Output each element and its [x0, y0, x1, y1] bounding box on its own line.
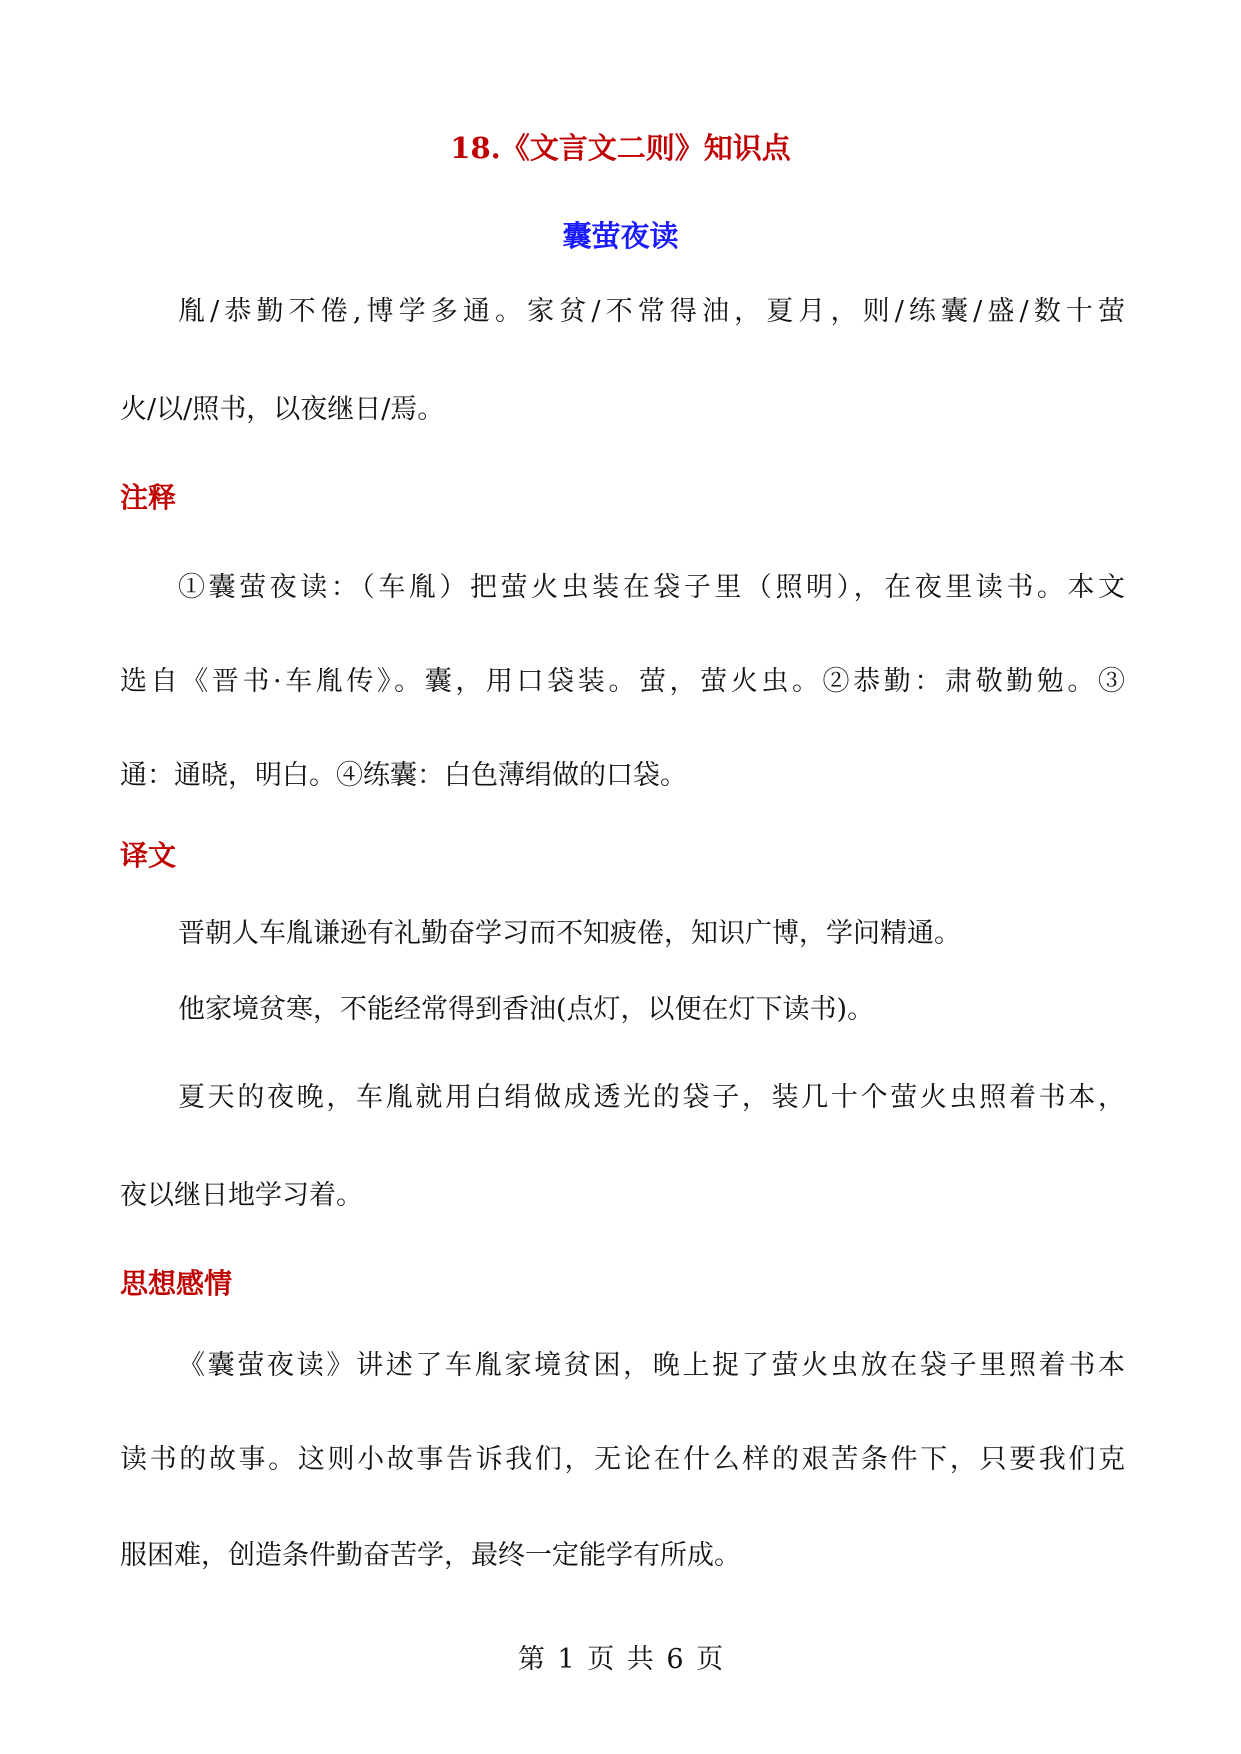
notes-line-3: 通：通晓，明白。④练囊：白色薄绢做的口袋。 [120, 760, 687, 791]
thoughts-line-1: 《囊萤夜读》讲述了车胤家境贫困，晚上捉了萤火虫放在袋子里照着书本 [178, 1350, 1125, 1381]
page-footer: 第 1 页 共 6 页 [517, 1644, 724, 1675]
translation-heading: 译文 [120, 839, 177, 872]
document-title: 18.《文言文二则》知识点 [450, 131, 791, 165]
notes-heading: 注释 [120, 481, 177, 514]
translation-line-3: 夏天的夜晚，车胤就用白绢做成透光的袋子，装几十个萤火虫照着书本， [178, 1082, 1125, 1113]
translation-line-1: 晋朝人车胤谦逊有礼勤奋学习而不知疲倦，知识广博，学问精通。 [178, 918, 961, 949]
translation-line-2: 他家境贫寒，不能经常得到香油(点灯，以便在灯下读书)。 [178, 994, 875, 1025]
original-text-line-1: 胤/恭勤不倦,博学多通。家贫/不常得油，夏月，则/练囊/盛/数十萤 [178, 296, 1125, 327]
thoughts-line-3: 服困难，创造条件勤奋苦学，最终一定能学有所成。 [120, 1540, 741, 1571]
document-subtitle: 囊萤夜读 [562, 219, 679, 253]
notes-line-2: 选自《晋书·车胤传》。囊，用口袋装。萤，萤火虫。②恭勤：肃敬勤勉。③ [120, 666, 1125, 697]
thoughts-heading: 思想感情 [120, 1267, 233, 1300]
notes-line-1: ①囊萤夜读：（车胤）把萤火虫装在袋子里（照明），在夜里读书。本文 [178, 572, 1125, 603]
original-text-line-2: 火/以/照书，以夜继日/焉。 [120, 394, 445, 425]
thoughts-line-2: 读书的故事。这则小故事告诉我们，无论在什么样的艰苦条件下，只要我们克 [120, 1444, 1125, 1475]
translation-line-4: 夜以继日地学习着。 [120, 1180, 363, 1211]
